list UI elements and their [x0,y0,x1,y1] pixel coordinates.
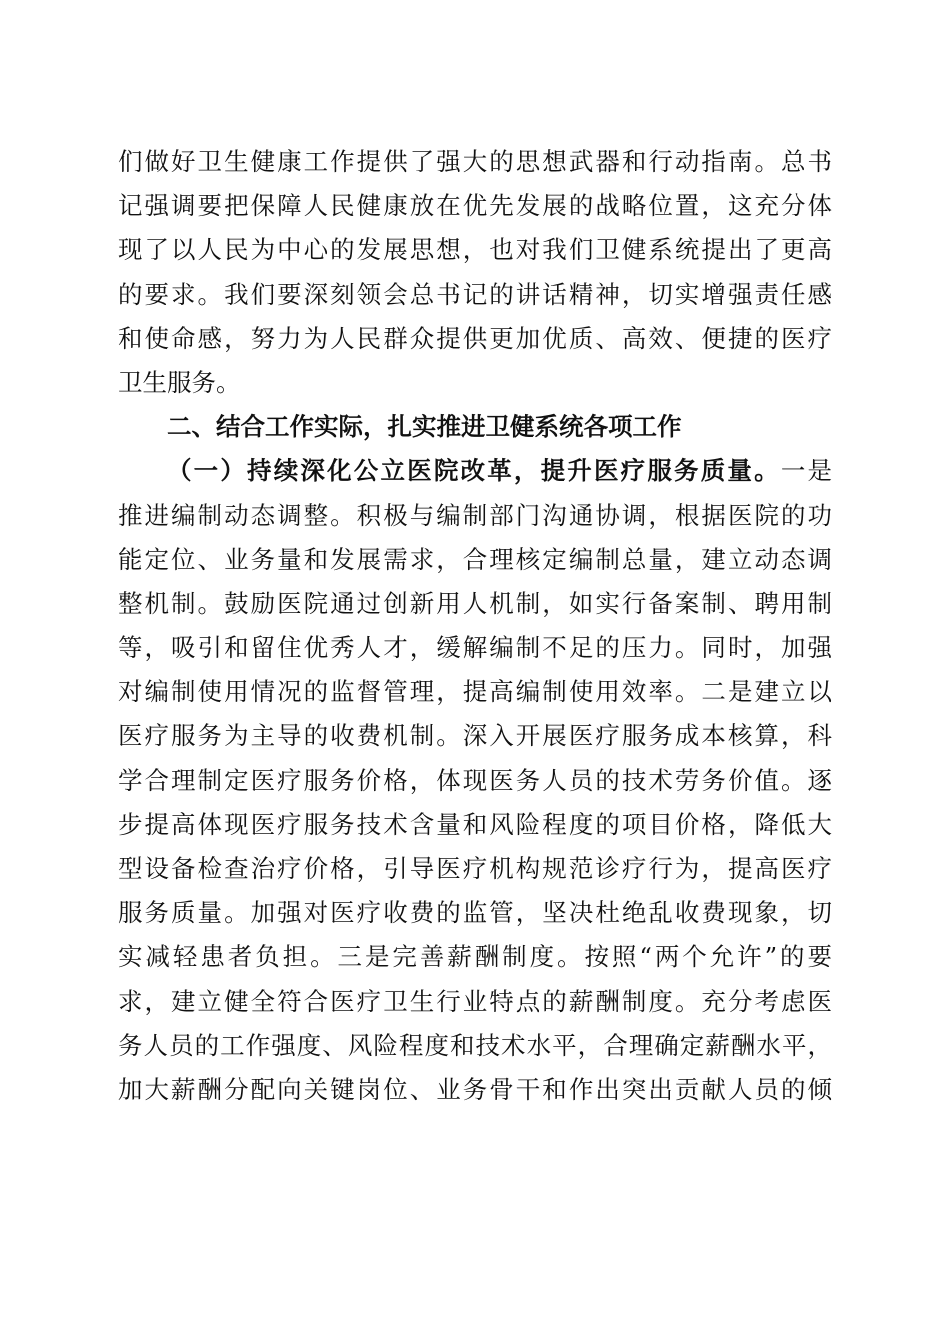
text-line: 能定位、业务量和发展需求，合理核定编制总量，建立动态调 [118,544,832,574]
section-heading: 二、结合工作实际，扎实推进卫健系统各项工作 [167,412,682,442]
text-line: 求，建立健全符合医疗卫生行业特点的薪酬制度。充分考虑医 [118,986,832,1016]
text-line: 对编制使用情况的监督管理，提高编制使用效率。二是建立以 [118,677,832,707]
text-line: 的要求。我们要深刻领会总书记的讲话精神，切实增强责任感 [118,279,832,309]
text-line: 务人员的工作强度、风险程度和技术水平，合理确定薪酬水平， [118,1030,832,1060]
text-line: 现了以人民为中心的发展思想，也对我们卫健系统提出了更高 [118,235,832,265]
text-line: 卫生服务。 [118,367,241,397]
subheading: （一）持续深化公立医院改革，提升医疗服务质量。 [167,456,781,486]
text-line: 医疗服务为主导的收费机制。深入开展医疗服务成本核算，科 [118,721,832,751]
text-line: 服务质量。加强对医疗收费的监管，坚决杜绝乱收费现象，切 [118,898,832,928]
text-line: 等，吸引和留住优秀人才，缓解编制不足的压力。同时，加强 [118,633,832,663]
text-line: 推进编制动态调整。积极与编制部门沟通协调，根据医院的功 [118,500,832,530]
text-line: 型设备检查治疗价格，引导医疗机构规范诊疗行为，提高医疗 [118,854,832,883]
text-line: 学合理制定医疗服务价格，体现医务人员的技术劳务价值。逐 [118,765,832,795]
paragraph-2 [118,449,832,1112]
text-line: 整机制。鼓励医院通过创新用人机制，如实行备案制、聘用制 [118,588,832,618]
text-line: 记强调要把保障人民健康放在优先发展的战略位置，这充分体 [118,191,832,221]
paragraph-1 [118,140,832,405]
text-line: 加大薪酬分配向关键岗位、业务骨干和作出突出贡献人员的倾 [118,1074,832,1104]
document-page [118,140,832,1112]
text-line: 们做好卫生健康工作提供了强大的思想武器和行动指南。总书 [118,147,832,176]
text-line-with-subheading [118,449,832,493]
text-line: 实减轻患者负担。三是完善薪酬制度。按照“两个允许”的要 [118,942,832,972]
text-line: 步提高体现医疗服务技术含量和风险程度的项目价格，降低大 [118,809,832,839]
text-line: 和使命感，努力为人民群众提供更加优质、高效、便捷的医疗 [118,323,832,353]
text-run: 一是 [780,456,832,486]
